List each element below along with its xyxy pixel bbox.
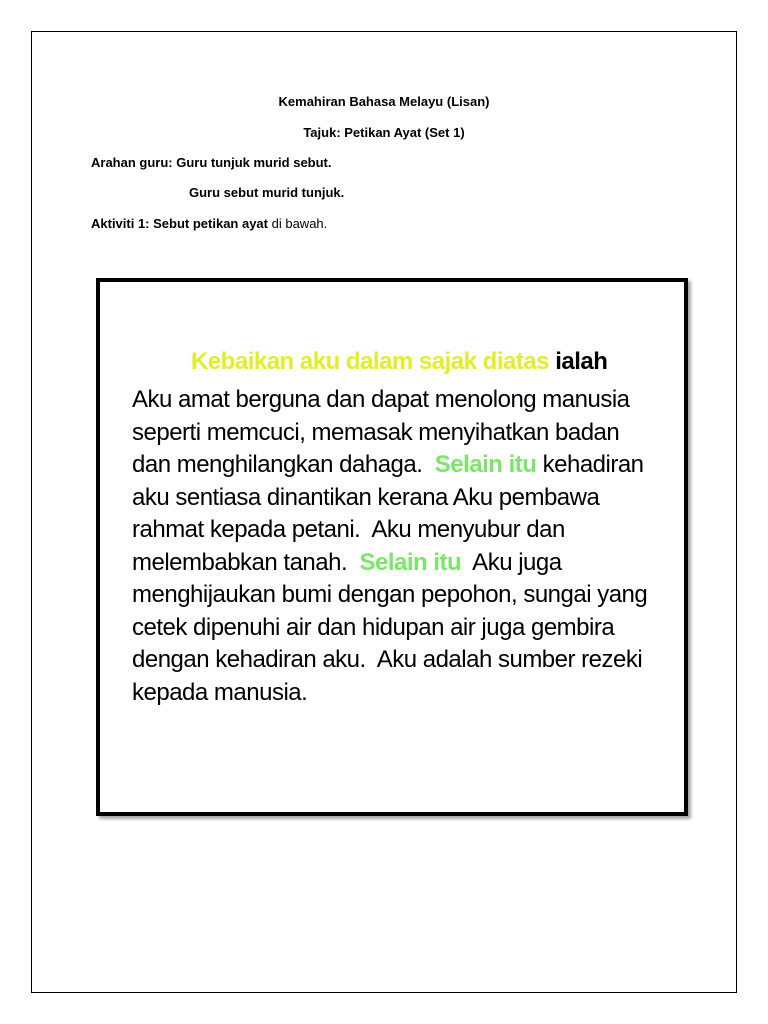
passage-line-1: Aku amat berguna dan dapat menolong manusia	[132, 386, 630, 413]
passage-line-6-end: Aku juga	[461, 548, 562, 576]
passage-line-7: menghijaukan bumi dengan pepohon, sungai yang	[132, 581, 648, 608]
passage-heading	[191, 346, 607, 379]
passage-line-4: aku sentiasa dinantikan kerana Aku pembawa	[132, 483, 600, 511]
passage-body	[132, 384, 647, 709]
passage-heading-rest: ialah	[549, 348, 608, 375]
passage-line-3-end: kehadiran	[536, 451, 644, 478]
passage-line-3	[132, 449, 647, 482]
passage-line-5: rahmat kepada petani. Aku menyubur dan	[132, 516, 565, 543]
passage-heading-highlight: Kebaikan aku dalam sajak diatas	[191, 348, 550, 375]
passage-line-9: dengan kehadiran aku. Aku adalah sumber rezeki	[132, 646, 643, 673]
passage-line-8: cetek dipenuhi air dan hidupan air juga gembira	[132, 613, 615, 641]
passage-line-6-start: melembabkan tanah.	[132, 548, 360, 576]
connector-highlight: Selain itu	[359, 548, 462, 576]
document-topic: Tajuk: Petikan Ayat (Set 1)	[303, 125, 465, 140]
passage-line-2: seperti memcuci, memasak menyihatkan badan	[132, 418, 620, 446]
passage-line-10: kepada manusia.	[132, 678, 308, 706]
passage-line-6	[132, 547, 647, 580]
connector-highlight: Selain itu	[434, 451, 537, 478]
teacher-instruction-line-2: Guru sebut murid tunjuk.	[189, 185, 345, 200]
activity-instruction	[91, 216, 327, 232]
activity-suffix: di bawah.	[268, 216, 328, 231]
document-title: Kemahiran Bahasa Melayu (Lisan)	[278, 94, 490, 109]
activity-label: Aktiviti 1: Sebut petikan ayat	[91, 216, 268, 231]
teacher-instruction-line-1: Arahan guru: Guru tunjuk murid sebut.	[91, 155, 332, 170]
passage-line-3-start: dan menghilangkan dahaga.	[132, 451, 435, 478]
